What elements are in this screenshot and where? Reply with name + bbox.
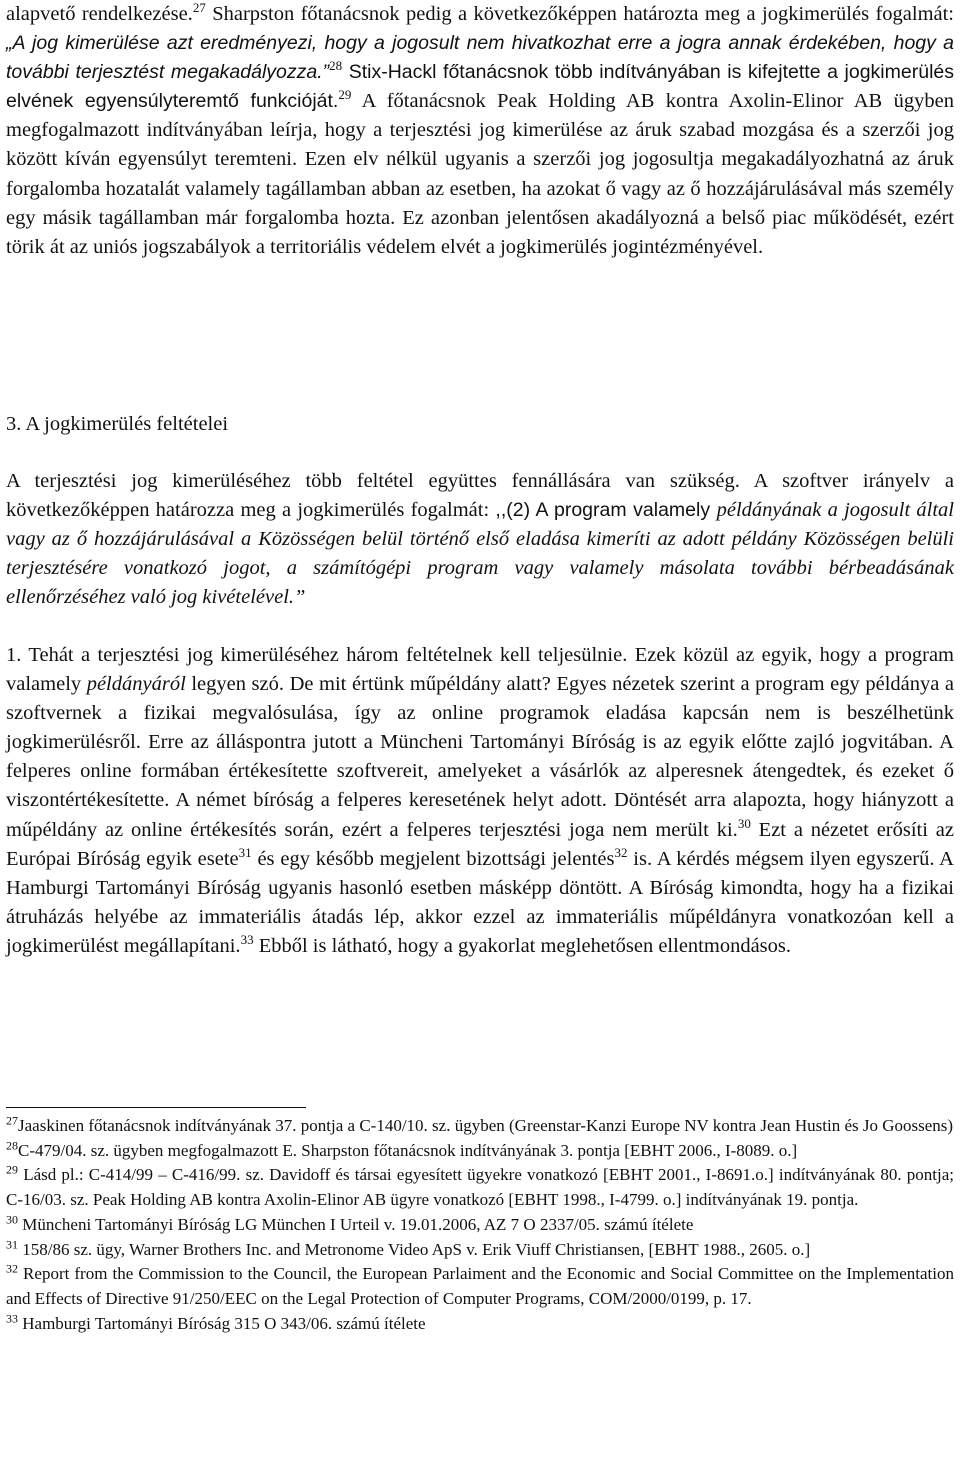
footnote (6, 1213, 954, 1238)
text-run: alapvető rendelkezése. (6, 3, 193, 25)
text-run: Ezen elv nélkül ugyanis a szerzői jog jogosultja megakadályozhatná az áruk forgalomba hozatalát valamely tagállamban abban az esetben, ha azokat ő vagy az ő hozzájárulásával más személy egy másik tagállamban már forgalomba hozta. Ez azonban jelentősen akadályozná a belső piac működését, ezért törik át az uniós jogszabályok a territoriális védelem elvét a jogkimerülés jogintézményével. (6, 148, 954, 258)
footnote-number: 32 (6, 1261, 18, 1276)
text-run: Ebből is látható, hogy a gyakorlat meglehetősen ellentmondásos. (253, 934, 791, 957)
footnote (6, 1139, 954, 1164)
footnote-ref: 30 (737, 815, 751, 831)
footnote-text: Hamburgi Tartományi Bíróság 315 O 343/06. számú ítélete (18, 1313, 426, 1333)
footnote-text: Lásd pl.: C-414/99 – C-416/99. sz. Davidoff és társai egyesített ügyekre vonatkozó [EBHT 2001., I-8691.o.] indítványának 80. pontja; C-16/03. sz. Peak Holding AB kontra Axolin-Elinor AB ügyre vonatkozó [EBHT 1998., I-4799. o.] indítványának 19. pontja. (6, 1165, 954, 1210)
paragraph-copy-condition (6, 641, 954, 961)
footnote (6, 1114, 954, 1139)
footnote (6, 1163, 954, 1212)
footnotes (6, 1114, 954, 1336)
footnote-number: 28 (6, 1138, 18, 1153)
footnote-text: Müncheni Tartományi Bíróság LG München I Urteil v. 19.01.2006, AZ 7 O 2337/05. számú ítélete (18, 1214, 694, 1234)
emphasis: példányáról (86, 673, 186, 696)
text-run: is. A kérdés mégsem ilyen egyszerű. A Hamburgi Tartományi Bíróság ugyanis hasonló esetben másképp döntött. A Bíróság kimondta, hogy ha a fizikai átruházás helyébe az immateriális átadás lép, akkor ezzel az immateriális műpéldányra vonatkozóan kell a jogkimerülést megállapítani. (6, 847, 954, 957)
footnote-ref: 31 (238, 844, 252, 860)
footnote-number: 33 (6, 1310, 18, 1325)
footnote (6, 1312, 954, 1337)
footnote (6, 1238, 954, 1263)
quote-start: ,,(2) A program valamely (495, 499, 717, 522)
footnote (6, 1262, 954, 1311)
footnote-text: 158/86 sz. ügy, Warner Brothers Inc. and Metronome Video ApS v. Erik Viuff Christiansen, [EBHT 1988., 2605. o.] (18, 1239, 811, 1259)
text-run: Ezt a nézetet erősíti az Európai Bíróság egyik esete (6, 818, 954, 870)
text-run: 1. Tehát a terjesztési jog kimerüléséhez három feltételnek kell teljesülnie. Ezek közül az egyik, hogy a program valamely (6, 644, 954, 696)
footnote-number: 27 (6, 1113, 18, 1128)
quote-italic: „A jog kimerülése azt eredményezi, hogy a jogosult nem hivatkozhat erre a jogra annak érdekében, hogy a további terjesztést megakadályozza.” (6, 32, 954, 84)
footnote-ref: 29 (338, 87, 352, 103)
text-run: A főtanácsnok Peak Holding AB kontra Axolin-Elinor AB ügyben megfogalmazott indítványában leírja, hogy a terjesztési jog kimerülése az áruk szabad mozgása és a szerzői jog között kíván egyensúlyt teremteni. (6, 90, 954, 171)
footnote-text: Jaaskinen főtanácsnok indítványának 37. pontja a C-140/10. sz. ügyben (Greenstar-Kanzi Europe NV kontra Jean Hustin és Jo Goossens) (18, 1116, 954, 1135)
footnote-divider (6, 1107, 306, 1108)
section-heading: 3. A jogkimerülés feltételei (6, 413, 229, 435)
text-run: Stix-Hackl főtanácsnok több indítványában is kifejtette a jogkimerülés elvének egyensúlyteremtő funkcióját. (6, 61, 954, 113)
text-run: legyen szó. De mit értünk műpéldány alatt? Egyes nézetek szerint a program egy példánya a szoftvernek a fizikai megvalósulása, így az online programok eladása kapcsán nem is beszélhetünk jogkimerülésről. Erre az álláspontra jutott a Müncheni Tartományi Bíróság is az egyik előtte zajló jogvitában. A felperes online formában értékesítette szoftvereit, amelyeket a vásárlók az alperesnek átengedtek, és ezeket ő viszontértékesítette. A német bíróság a felperes keresetének helyt adott. Döntését arra alapozta, hogy hiányzott a műpéldány az online értékesítés során, ezért a felperes terjesztési joga nem merült ki. (6, 673, 954, 841)
text-run: Sharpston főtanácsnok pedig a következőképpen határozta meg a jogkimerülés fogalmát: (205, 3, 955, 25)
footnote-ref: 33 (240, 932, 254, 948)
text-run: és egy később megjelent bizottsági jelentés (251, 847, 615, 870)
footnote-ref: 27 (192, 0, 206, 16)
footnote-ref: 32 (614, 844, 628, 860)
footnote-text: Report from the Commission to the Council, the European Parlaiment and the Economic and Social Committee on the Implementation and Effects of Directive 91/250/EEC on the Legal Protection of Computer Programs, COM/2000/0199, p. 17. (6, 1264, 954, 1308)
footnote-number: 29 (6, 1162, 18, 1177)
paragraph-sharpston (6, 0, 954, 262)
footnote-number: 30 (6, 1212, 18, 1227)
text-run: A terjesztési jog kimerüléséhez több feltétel együttes fennállására van szükség. A szoftver irányelv a következőképpen határozza meg a jogkimerülés fogalmát: (6, 470, 954, 522)
footnote-number: 31 (6, 1236, 18, 1251)
paragraph-conditions (6, 467, 954, 612)
footnote-text: C-479/04. sz. ügyben megfogalmazott E. Sharpston főtanácsnok indítványának 3. pontja [EBHT 2006., I-8089. o.] (18, 1140, 798, 1160)
footnote-ref: 28 (329, 58, 343, 74)
quote-italic: példányának a jogosult által vagy az ő hozzájárulásával a Közösségen belül történő első eladása kimeríti az adott példány Közösségen belüli terjesztésére vonatkozó jogot, a számítógépi program vagy valamely másolata további bérbeadásának ellenőrzéséhez való jog kivételével.” (6, 499, 954, 609)
